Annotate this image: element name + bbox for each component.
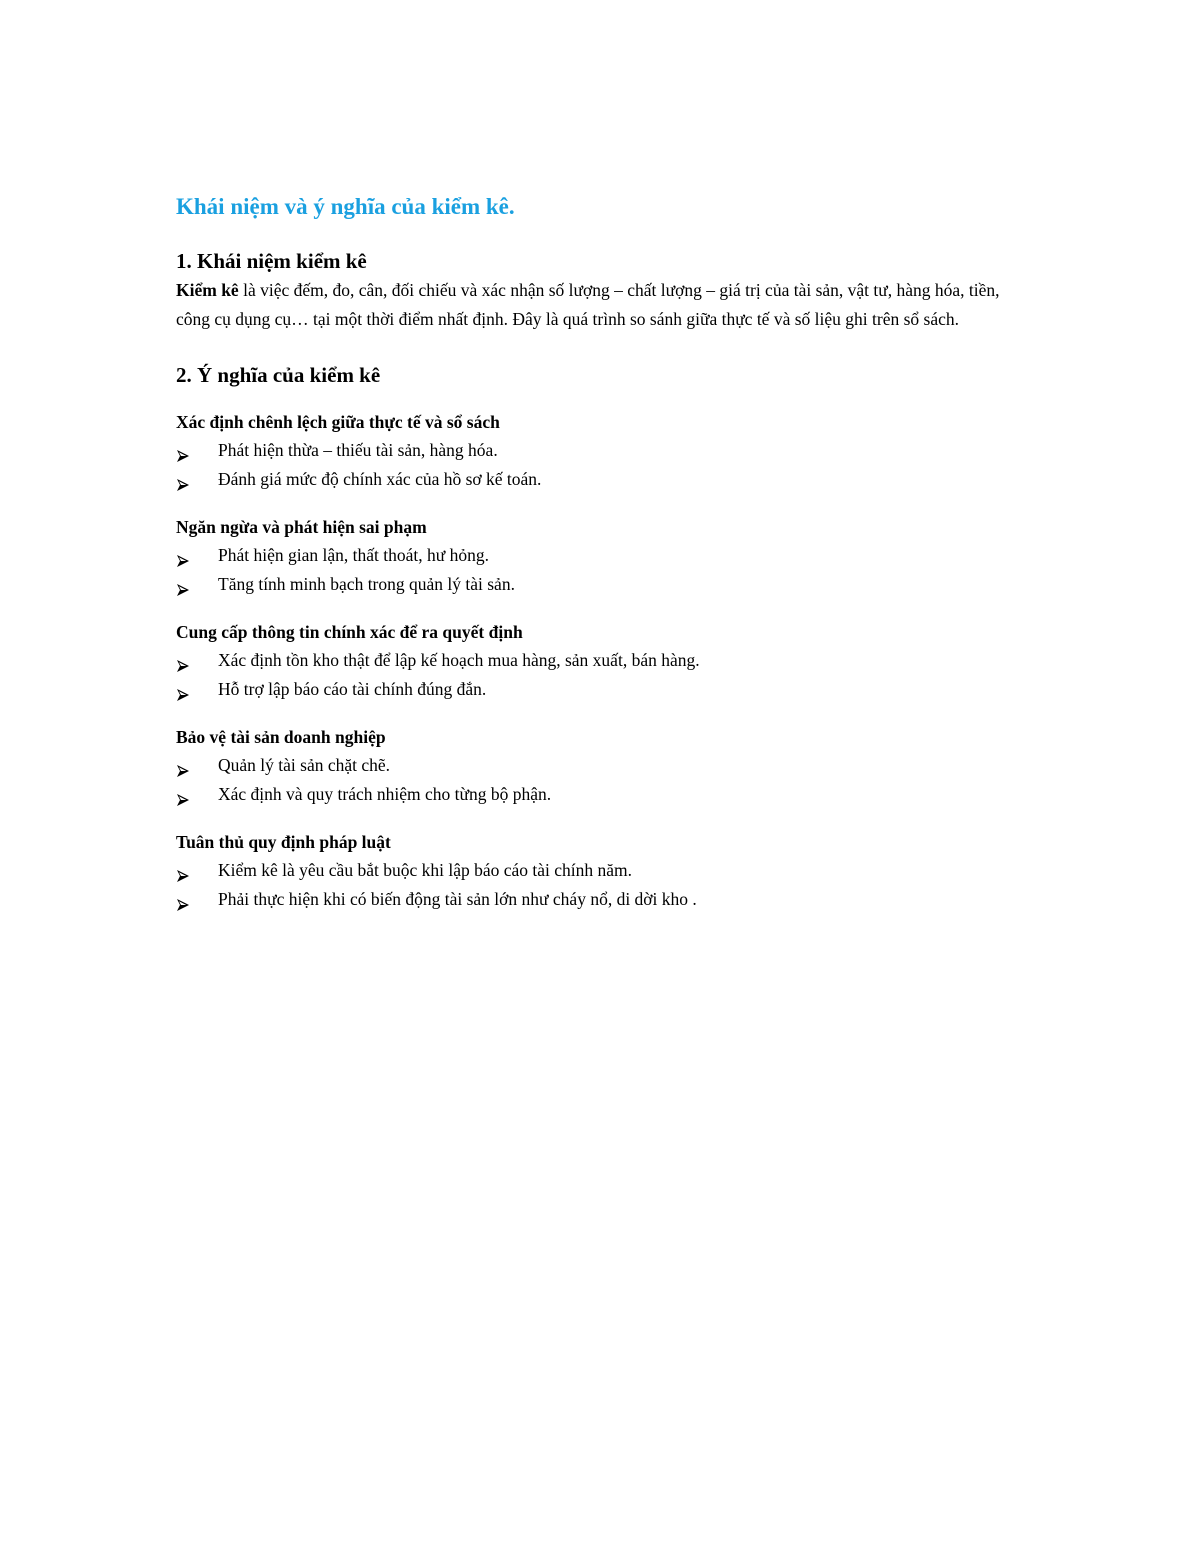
list-item [176,780,1036,809]
bullet-list [176,436,1036,493]
arrowhead-bullet-icon [176,653,190,667]
list-item [176,885,1036,914]
list-item-text: Kiểm kê là yêu cầu bắt buộc khi lập báo cáo tài chính năm. [218,860,633,880]
group-heading: Ngăn ngừa và phát hiện sai phạm [176,517,427,537]
list-item [176,646,1036,675]
list-item [176,751,1036,780]
group-heading: Xác định chênh lệch giữa thực tế và sổ sách [176,412,500,432]
bullet-list [176,856,1036,913]
arrowhead-bullet-icon [176,682,190,696]
arrowhead-bullet-icon [176,443,190,457]
list-item-text: Xác định và quy trách nhiệm cho từng bộ phận. [218,783,552,804]
list-item [176,675,1036,704]
bullet-list [176,646,1036,703]
list-item [176,541,1036,570]
list-item [176,436,1036,465]
arrowhead-bullet-icon [176,787,190,801]
list-item-text: Tăng tính minh bạch trong quản lý tài sản. [218,573,515,594]
significance-group [176,408,1036,493]
significance-group [176,513,1036,598]
significance-groups [176,408,1036,913]
list-item-text: Phải thực hiện khi có biến động tài sản lớn như cháy nổ, di dời kho . [218,888,697,909]
list-item [176,465,1036,494]
section-heading-significance: 2. Ý nghĩa của kiểm kê [176,363,381,387]
significance-group [176,723,1036,808]
document-title: Khái niệm và ý nghĩa của kiểm kê. [176,194,515,219]
bullet-list [176,541,1036,598]
list-item-text: Phát hiện gian lận, thất thoát, hư hỏng. [218,545,489,565]
arrowhead-bullet-icon [176,892,190,906]
arrowhead-bullet-icon [176,472,190,486]
list-item [176,856,1036,885]
concept-paragraph [176,276,1036,334]
document-page [176,190,1036,913]
arrowhead-bullet-icon [176,758,190,772]
list-item [176,570,1036,599]
list-item-text: Xác định tồn kho thật để lập kế hoạch mua hàng, sản xuất, bán hàng. [218,650,700,670]
group-heading: Tuân thủ quy định pháp luật [176,832,391,852]
bullet-list [176,751,1036,808]
list-item-text: Quản lý tài sản chặt chẽ. [218,755,391,775]
significance-group [176,618,1036,703]
section-heading-concept: 1. Khái niệm kiểm kê [176,249,367,273]
arrowhead-bullet-icon [176,548,190,562]
list-item-text: Hỗ trợ lập báo cáo tài chính đúng đắn. [218,678,487,699]
list-item-text: Đánh giá mức độ chính xác của hồ sơ kế toán. [218,468,542,489]
group-heading: Bảo vệ tài sản doanh nghiệp [176,727,386,747]
significance-group [176,828,1036,913]
list-item-text: Phát hiện thừa – thiếu tài sản, hàng hóa. [218,440,498,460]
concept-definition: là việc đếm, đo, cân, đối chiếu và xác nhận số lượng – chất lượng – giá trị của tài sản, vật tư, hàng hóa, tiền, công cụ dụng cụ… tại một thời điểm nhất định. Đây là quá trình so sánh giữa thực tế và số liệu ghi trên sổ sách. [176,280,1000,329]
group-heading: Cung cấp thông tin chính xác để ra quyết định [176,622,523,642]
arrowhead-bullet-icon [176,577,190,591]
concept-term: Kiểm kê [176,280,239,300]
arrowhead-bullet-icon [176,863,190,877]
